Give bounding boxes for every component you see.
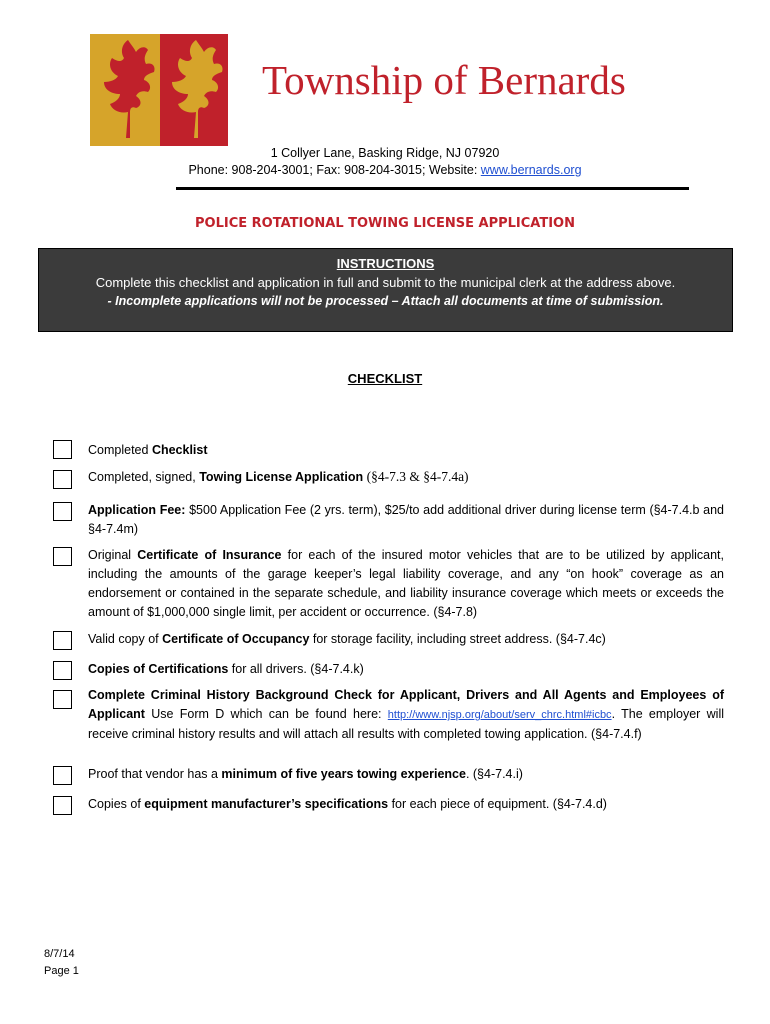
item-emphasis: Certificate of Insurance bbox=[137, 548, 282, 562]
item-text-tail: . The employer will receive criminal history results and will attach all results with completed towing application. (§4-7.4.f) bbox=[88, 707, 724, 741]
item-reference: (§4-7.3 & §4-7.4a) bbox=[366, 469, 469, 484]
contact-line bbox=[0, 163, 770, 177]
item-text-tail: for each piece of equipment. (§4-7.4.d) bbox=[388, 797, 607, 811]
item-text-tail: for storage facility, including street address. (§4-7.4c) bbox=[309, 632, 606, 646]
item-text: Use Form D which can be found here: bbox=[144, 707, 388, 721]
checkbox-equipment-specifications[interactable] bbox=[53, 796, 72, 815]
checklist-item-certificate-of-occupancy bbox=[88, 630, 724, 649]
item-text: $500 Application Fee (2 yrs. term), $25/to add additional driver during license term (§4-7.4.b and §4-7.4m) bbox=[88, 503, 724, 536]
instructions-box bbox=[38, 248, 733, 332]
checklist-item-application-fee bbox=[88, 501, 724, 539]
item-text-tail: . (§4-7.4.i) bbox=[465, 767, 523, 781]
oak-leaf-icon bbox=[90, 34, 228, 146]
item-emphasis: Certificate of Occupancy bbox=[162, 632, 310, 646]
checkbox-certificate-of-insurance[interactable] bbox=[53, 547, 72, 566]
item-emphasis: Copies of Certifications bbox=[88, 662, 229, 676]
checklist-item-towing-license-application bbox=[88, 467, 724, 487]
checkbox-certifications[interactable] bbox=[53, 661, 72, 680]
item-text: Valid copy of bbox=[88, 632, 163, 646]
checklist-item-towing-experience bbox=[88, 765, 724, 784]
checklist-item-criminal-history bbox=[88, 686, 724, 744]
instructions-warning: - Incomplete applications will not be processed – Attach all documents at time of submission. bbox=[107, 294, 664, 308]
item-text: Proof that vendor has a bbox=[88, 767, 222, 781]
township-logo bbox=[90, 34, 228, 146]
contact-text: Phone: 908-204-3001; Fax: 908-204-3015; Website: bbox=[188, 163, 481, 177]
website-link[interactable]: www.bernards.org bbox=[480, 163, 582, 177]
checkbox-towing-license-application[interactable] bbox=[53, 470, 72, 489]
instructions-heading: INSTRUCTIONS bbox=[336, 256, 435, 271]
page-number: Page 1 bbox=[44, 965, 79, 977]
revision-date: 8/7/14 bbox=[44, 948, 75, 960]
item-emphasis: Checklist bbox=[151, 443, 208, 457]
checkbox-application-fee[interactable] bbox=[53, 502, 72, 521]
item-text: Completed bbox=[88, 443, 152, 457]
checkbox-completed-checklist[interactable] bbox=[53, 440, 72, 459]
item-emphasis: Towing License Application bbox=[199, 470, 364, 484]
checklist-item-certifications bbox=[88, 660, 724, 679]
address-line: 1 Collyer Lane, Basking Ridge, NJ 07920 bbox=[270, 146, 500, 160]
item-text: Original bbox=[88, 548, 138, 562]
page-footer bbox=[44, 946, 79, 980]
header-divider bbox=[176, 187, 689, 190]
checklist-item-equipment-specifications bbox=[88, 795, 724, 814]
instructions-line: Complete this checklist and application in full and submit to the municipal clerk at the address above. bbox=[95, 275, 676, 290]
item-text: Copies of bbox=[88, 797, 145, 811]
item-emphasis: Application Fee: bbox=[88, 503, 186, 517]
item-emphasis: minimum of five years towing experience bbox=[221, 767, 466, 781]
checkbox-towing-experience[interactable] bbox=[53, 766, 72, 785]
form-title: POLICE ROTATIONAL TOWING LICENSE APPLICATION bbox=[195, 216, 575, 231]
item-text-tail: for each of the insured motor vehicles that are to be utilized by applicant, including the amounts of the garage keeper’s legal liability coverage, and any “on hook” coverage as an endorsement or contained in the separate schedule, and liability insurance coverage which meets or exceeds the amount of $1,000,000 single limit, per accident or occurrence. (§4-7.8) bbox=[88, 548, 724, 619]
item-emphasis: Complete Criminal History Background Check for Applicant, Drivers and All Agents and Employees of Applicant bbox=[88, 688, 724, 721]
njsp-link[interactable]: http://www.njsp.org/about/serv_chrc.html#icbc bbox=[387, 709, 612, 721]
checkbox-criminal-history[interactable] bbox=[53, 690, 72, 709]
checklist-item-certificate-of-insurance bbox=[88, 546, 724, 622]
checklist-item-completed-checklist bbox=[88, 441, 724, 460]
item-emphasis: equipment manufacturer’s specifications bbox=[144, 797, 389, 811]
township-title: Township of Bernards bbox=[262, 57, 626, 103]
checkbox-certificate-of-occupancy[interactable] bbox=[53, 631, 72, 650]
checklist-heading: CHECKLIST bbox=[347, 371, 423, 386]
item-text: Completed, signed, bbox=[88, 470, 200, 484]
item-text: for all drivers. (§4-7.4.k) bbox=[228, 662, 364, 676]
